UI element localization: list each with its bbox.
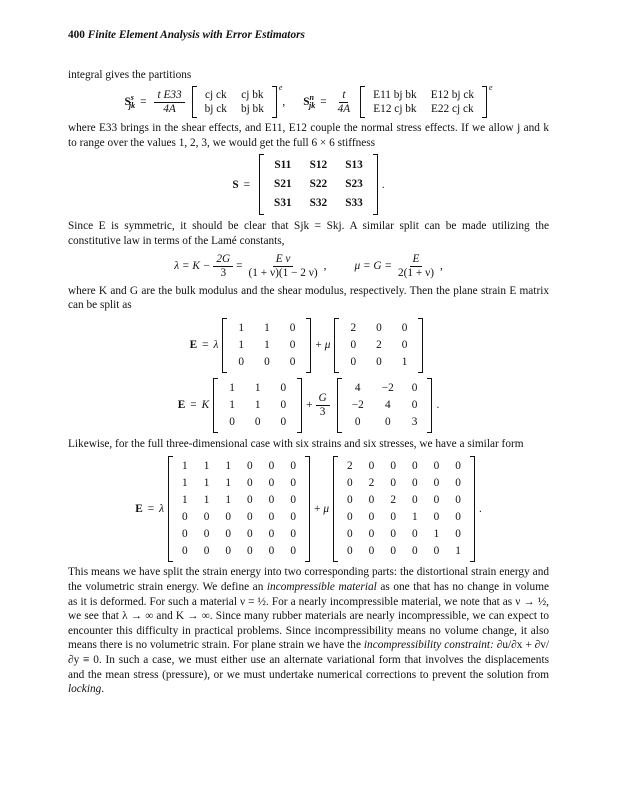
matrix-cell: 0 — [455, 494, 461, 507]
matrix-cell: 1 — [254, 381, 261, 394]
page — [68, 28, 549, 697]
matrix-cell: 0 — [182, 545, 188, 558]
matrix-cell: 0 — [247, 511, 253, 524]
matrix-cell: 1 — [203, 477, 210, 490]
matrix-cell: 0 — [225, 511, 231, 524]
matrix-cell: 0 — [390, 528, 396, 541]
matrix-row — [340, 354, 417, 371]
matrix-cell: 0 — [347, 494, 353, 507]
matrix-cell: E22 cj ck — [431, 103, 474, 116]
matrix-cell: 4 — [384, 398, 391, 411]
running-header — [68, 28, 549, 43]
matrix-cell: S33 — [345, 197, 363, 210]
matrix-cell: 0 — [290, 494, 296, 507]
matrix-cell: 1 — [455, 545, 461, 558]
matrix-cell: 1 — [229, 381, 235, 394]
matrix-row — [339, 458, 469, 475]
matrix-row — [198, 102, 271, 116]
equation-lame: λ = K − $\frac{2G}{3}$ = $\frac{\text{E ν}}{(1 + \nu)(1 - 2 \nu)}$ , μ = G = $\frac{E}{2(1 + \nu)}$ , — [174, 252, 443, 279]
matrix-row — [174, 492, 304, 509]
matrix-row — [174, 526, 304, 543]
sn-lhs: $S^n_{jk}$ — [303, 92, 316, 110]
matrix-cell: 0 — [268, 511, 275, 524]
matrix-cell: 0 — [247, 460, 253, 473]
matrix-cell: 0 — [347, 545, 353, 558]
matrix-row — [228, 320, 305, 337]
matrix-row — [174, 509, 304, 526]
matrix-cell: −2 — [351, 398, 364, 411]
matrix-cell: 1 — [264, 338, 270, 351]
matrix-row — [228, 354, 305, 371]
page-number: 400 — [68, 29, 85, 41]
matrix-row — [265, 175, 372, 194]
matrix-cell: 0 — [290, 528, 296, 541]
matrix-cell: 0 — [411, 477, 418, 490]
matrix-cell: 3 — [411, 415, 418, 428]
matrix-cell: 0 — [347, 477, 353, 490]
matrix-cell: 0 — [347, 528, 353, 541]
matrix-cell: 1 — [433, 528, 440, 541]
matrix-row — [228, 337, 305, 354]
matrix-row — [219, 397, 296, 414]
matrix-cell: 2 — [376, 338, 382, 351]
matrix-cell: 0 — [290, 460, 296, 473]
matrix-cell: 0 — [433, 460, 440, 473]
matrix-cell: 0 — [247, 494, 253, 507]
E-mu-matrix — [334, 318, 423, 373]
matrix-cell: 1 — [203, 460, 210, 473]
matrix-cell: 0 — [268, 528, 275, 541]
matrix-cell: 0 — [411, 528, 418, 541]
matrix-cell: 0 — [376, 355, 382, 368]
matrix-cell: 0 — [247, 528, 253, 541]
matrix-cell: 1 — [182, 494, 188, 507]
matrix-row — [343, 414, 427, 431]
matrix-cell: 0 — [411, 494, 418, 507]
matrix-cell: 0 — [280, 381, 287, 394]
equation-S: S = S11 S12 S13 S21 S22 S23 S31 S32 S33 . — [68, 154, 549, 215]
E-G-matrix — [337, 378, 433, 433]
matrix-cell: 0 — [384, 415, 391, 428]
matrix-row — [339, 475, 469, 492]
matrix-row — [340, 320, 417, 337]
matrix-cell: 0 — [411, 545, 418, 558]
equation-partitions: $S^s_{jk}$ = $\frac{\text{t E33}}{4A}$ cj ck cj bk bj ck bj bk e , $S^n_{jk}$ = $\frac{t}{4A}$ E11 bj bk E12 bj ck E12 cj bk E22 cj ck e — [68, 86, 549, 118]
matrix-cell: 0 — [350, 355, 357, 368]
matrix-cell: 1 — [264, 321, 270, 334]
matrix-cell: 0 — [268, 460, 275, 473]
matrix-row — [198, 88, 271, 102]
matrix-cell: 0 — [289, 338, 296, 351]
matrix-cell: 0 — [203, 511, 210, 524]
matrix-cell: E12 cj bk — [373, 103, 417, 116]
matrix-cell: 0 — [182, 511, 188, 524]
matrix-cell: 0 — [225, 528, 231, 541]
ss-lhs: $S^s_{jk}$ — [124, 92, 136, 110]
matrix-cell: 0 — [264, 355, 270, 368]
matrix-cell: 0 — [368, 460, 375, 473]
matrix-cell: 0 — [203, 528, 210, 541]
matrix-cell: 1 — [229, 398, 235, 411]
E-K-matrix — [213, 378, 302, 433]
matrix-row — [339, 526, 469, 543]
matrix-cell: 0 — [289, 321, 296, 334]
matrix-cell: 0 — [390, 477, 396, 490]
matrix-row — [174, 458, 304, 475]
matrix-cell: 0 — [455, 460, 461, 473]
matrix-cell: 1 — [238, 321, 245, 334]
matrix-cell: 0 — [390, 545, 396, 558]
matrix-cell: 0 — [347, 511, 353, 524]
paragraph-2: where E33 brings in the shear effects, and E11, E12 couple the normal stress effects. If we allow j and k to range over the values 1, 2, 3, we would get the full 6 × 6 stiffness — [68, 122, 549, 149]
matrix-cell: 1 — [238, 338, 245, 351]
matrix-cell: 0 — [225, 545, 231, 558]
matrix-cell: 2 — [390, 494, 396, 507]
matrix-cell: 0 — [368, 545, 375, 558]
matrix-cell: 0 — [433, 511, 440, 524]
matrix-row — [339, 492, 469, 509]
matrix-cell: 0 — [368, 511, 375, 524]
matrix-cell: 0 — [280, 398, 287, 411]
matrix-cell: bj bk — [240, 103, 264, 116]
sn-fraction: $\frac{t}{4A}$ — [337, 88, 351, 115]
matrix-cell: S23 — [345, 178, 363, 191]
paragraph-1: integral gives the partitions — [68, 68, 192, 81]
matrix-cell: 0 — [350, 338, 357, 351]
matrix-row — [339, 509, 469, 526]
matrix-cell: −2 — [381, 381, 394, 394]
matrix-row — [174, 475, 304, 492]
matrix-row — [366, 88, 481, 102]
matrix-cell: S21 — [274, 178, 292, 191]
matrix-cell: 1 — [225, 460, 231, 473]
equation-E-lame: E = λ 1 1 0 1 1 0 0 0 0 + μ 2 0 0 0 2 0 0 0 1 — [68, 318, 549, 373]
paragraph-3: Since E is symmetric, it should be clear that Sjk = Skj. A similar split can be made utilizing the constitutive law in terms of the Lamé constants, — [68, 220, 549, 247]
paragraph-6: This means we have split the strain energy into two corresponding parts: the distortional strain energy and the volumetric strain energy. We define an incompressible material as one that has no change in volume as it is deformed. For such a material ν = ½. For a nearly incompressible material, we note that as ν → ½, we see that λ → ∞ and K → ∞. Since many rubber materials are nearly incompressible, we can expect to encounter this difficulty in practical problems. Since incompressibility means no volume change, it also means there is no volumetric strain. For plane strain we have the incompressibility constraint: ∂u/∂x + ∂v/∂y ≡ 0. In such a case, we must either use an alternate variational form that involves the displacements and the mean stress (pressure), or we must undertake numerical corrections to prevent the solution from locking. — [68, 566, 550, 696]
matrix-cell: 0 — [390, 460, 396, 473]
matrix-cell: 1 — [203, 494, 210, 507]
matrix-cell: 1 — [182, 477, 188, 490]
matrix-cell: 0 — [354, 415, 361, 428]
matrix-cell: 0 — [368, 528, 375, 541]
matrix-cell: S31 — [274, 197, 292, 210]
matrix-cell: cj ck — [204, 89, 227, 102]
matrix-cell: 0 — [289, 355, 296, 368]
matrix-cell: 0 — [280, 415, 287, 428]
matrix-row — [265, 194, 372, 213]
matrix-cell: cj bk — [241, 89, 264, 102]
paragraph-4: where K and G are the bulk modulus and the shear modulus, respectively. Then the plane strain E matrix can be split as — [68, 284, 549, 312]
matrix-cell: 4 — [354, 381, 361, 394]
matrix-cell: 0 — [268, 545, 275, 558]
matrix-cell: 0 — [401, 338, 408, 351]
matrix-cell: 0 — [368, 494, 375, 507]
matrix-row — [219, 414, 296, 431]
matrix-cell: 0 — [376, 321, 382, 334]
matrix-cell: S13 — [345, 159, 363, 172]
matrix-cell: 1 — [411, 511, 418, 524]
matrix-cell: 0 — [455, 511, 461, 524]
equation-E-bulk: E = K 1 1 0 1 1 0 0 0 0 + $\frac{G}{3}$ 4 −2 0 −2 4 0 0 0 3 . — [68, 378, 549, 433]
matrix-cell: 0 — [390, 511, 396, 524]
matrix-cell: S12 — [309, 159, 328, 172]
matrix-row — [219, 380, 296, 397]
matrix-row — [265, 156, 372, 175]
matrix-cell: 0 — [229, 415, 235, 428]
matrix-cell: S32 — [309, 197, 328, 210]
matrix-cell: 2 — [347, 460, 353, 473]
matrix-cell: E12 bj ck — [430, 89, 474, 102]
matrix-row — [339, 543, 469, 560]
matrix-cell: 0 — [247, 477, 253, 490]
E3-mu-matrix — [333, 456, 475, 562]
book-title: Finite Element Analysis with Error Estimators — [87, 29, 305, 41]
matrix-cell: 0 — [411, 381, 418, 394]
matrix-row — [174, 543, 304, 560]
matrix-cell: 0 — [433, 477, 440, 490]
sn-matrix — [360, 86, 487, 118]
ss-fraction: $\frac{\text{t E33}}{4A}$ — [154, 89, 184, 116]
matrix-cell: 0 — [238, 355, 245, 368]
matrix-cell: 0 — [455, 528, 461, 541]
E-lambda-matrix — [222, 318, 311, 373]
E3-lambda-matrix — [168, 456, 310, 562]
matrix-row — [366, 102, 481, 116]
ss-matrix — [192, 86, 277, 118]
matrix-cell: 0 — [268, 477, 275, 490]
matrix-row — [340, 337, 417, 354]
matrix-cell: 0 — [411, 460, 418, 473]
matrix-cell: 1 — [401, 355, 408, 368]
matrix-cell: 0 — [290, 511, 296, 524]
matrix-cell: 0 — [268, 494, 275, 507]
matrix-cell: 0 — [254, 415, 261, 428]
matrix-cell: bj ck — [204, 103, 227, 116]
matrix-cell: 0 — [401, 321, 408, 334]
matrix-cell: 2 — [350, 321, 357, 334]
matrix-cell: 0 — [290, 545, 296, 558]
matrix-cell: 0 — [203, 545, 210, 558]
matrix-cell: 1 — [225, 494, 231, 507]
matrix-cell: 0 — [433, 494, 440, 507]
matrix-cell: 0 — [411, 398, 418, 411]
matrix-cell: 1 — [182, 460, 188, 473]
equation-E-3d: E = λ 1 1 1 0 0 0 1 1 1 0 0 0 1 1 1 0 0 0 0 0 0 0 0 0 0 0 0 0 0 0 0 0 0 0 0 0 + μ 2 0 0 0 0 0 0 2 0 0 0 0 0 0 2 0 0 0 0 0 0 1 0 0 0 0 0 0 1 0 0 0 0 0 0 1 . — [68, 456, 549, 562]
matrix-cell: 0 — [182, 528, 188, 541]
matrix-cell: 0 — [455, 477, 461, 490]
matrix-cell: 1 — [225, 477, 231, 490]
S-matrix — [259, 154, 378, 215]
matrix-cell: 1 — [254, 398, 261, 411]
matrix-cell: 0 — [290, 477, 296, 490]
matrix-cell: 0 — [247, 545, 253, 558]
matrix-cell: E11 bj bk — [373, 89, 417, 102]
matrix-row — [343, 397, 427, 414]
paragraph-5: Likewise, for the full three-dimensional case with six strains and six stresses, we have a similar form — [68, 437, 524, 450]
matrix-cell: 2 — [368, 477, 375, 490]
matrix-cell: S22 — [309, 178, 328, 191]
matrix-cell: S11 — [274, 159, 292, 172]
matrix-row — [343, 380, 427, 397]
matrix-cell: 0 — [433, 545, 440, 558]
